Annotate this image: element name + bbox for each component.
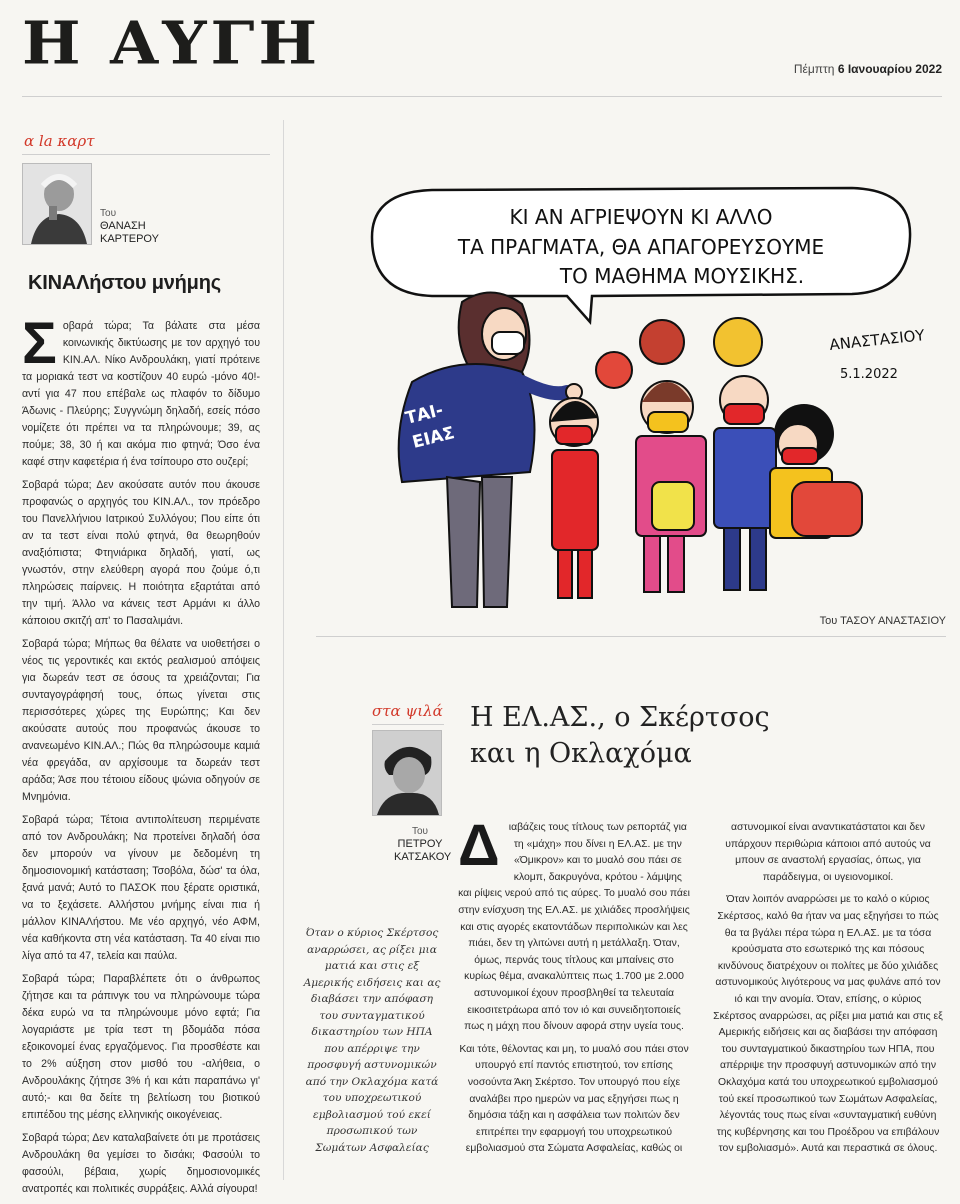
pull-quote: Όταν ο κύριος Σκέρτσος αναρρώσει, ας ρίξει μια ματιά και στις εξ Αμερικής ειδήσεις και ας διαβάσει την απόφαση του συνταγματικού δικαστηρίου των ΗΠΑ που απέρριψε την προσφυγή αστυνομικών από την Οκλαχόμα κατά του υποχρεωτικού εμβολιασμού τού εκεί προσωπικού των Σωμάτων Ασφαλείας — [303, 927, 441, 1154]
cartoon-credit-label: Του — [819, 615, 838, 627]
dateline-weekday: Πέμπτη — [793, 62, 835, 76]
cartoon-rule — [316, 636, 946, 637]
left-paragraph: Σοβαρά τώρα; Δεν καταλαβαίνετε ότι με προτάσεις Ανδρουλάκη θα γεμίσει το δισάκι; Φασούλι το φασούλι, βέβαια, χωρίς δημοσιονομικές ανατροπές και πολιτικές συρράξεις. Αλλά σίγουρα! — [22, 1132, 260, 1195]
dateline — [794, 62, 942, 76]
right-title-line-1: Η ΕΛ.ΑΣ., ο Σκέρτσος — [470, 702, 770, 733]
cartoon-drawing — [352, 182, 952, 612]
cartoon-credit-name: ΤΑΣΟΥ ΑΝΑΣΤΑΣΙΟΥ — [840, 615, 946, 627]
right-paragraph: Και τότε, θέλοντας και μη, το μυαλό σου πάει στον υπουργό επί παντός επιστητού, τον επίσης νοσούντα Άκη Σκέρτσο. Τον υπουργό που είχε αναλάβει προ ημερών να μας εξηγήσει πως η δημόσια τάξη και η ασφάλεια των πολιτών δεν επιτρέπει την εφαρμογή του υποχρεωτικού εμβολιασμού στα Σώματα Ασφαλείας, καθώς οι — [459, 1043, 689, 1155]
right-paragraph: Διαβάζεις τους τίτλους των ρεπορτάζ για τη «μάχη» που δίνει η ΕΛ.ΑΣ. με την «Όμικρον» και το μυαλό σου πάει σε κλομπ, δακρυγόνα, κρότου - λάμψης και ρίψεις νερού από τις αύρες. Το μυαλό σου πάει στην ενίσχυση της ΕΛ.ΑΣ. με χιλιάδες προσλήψεις και στις αγορές εκατοντάδων περιπολικών και λες πιάει, δεν τη γλιτώνει αυτή η μετάλλαξη. Όταν, όμως, περνάς τους τίτλους και μπαίνεις στο κυρίως θέμα, ανακαλύπτεις πως 1.700 με 2.000 αστυνομικοί έχουν προσβληθεί τα τελευταία εικοσιτετράωρα από τον ιό και συνειδητοποιείς πως η μάχη που δίνουν αφορά στην υγεία τους. — [458, 813, 690, 1033]
cartoon-credit — [820, 615, 946, 627]
author-photo-katsakou — [372, 730, 442, 816]
author-portrait-icon — [23, 164, 91, 244]
editorial-cartoon — [352, 182, 952, 637]
masthead-rule — [22, 96, 942, 97]
right-dropcap: Δ — [458, 813, 500, 878]
left-paragraph: Σοβαρά τώρα; Δεν ακούσατε αυτόν που άκουσε προφανώς ο αρχηγός του ΚΙΝ.ΑΛ., τον πρόεδρο του Πανελλήνιου Ιατρικού Συλλόγου; Που είπε ότι αν τα τεστ είναι πολύ φτηνά, θα θεωρηθούν αναξιόπιστα; Φτηνιάρικα δηλαδή, γιατί, ως γνωστόν, στην ελεύθερη αγορά που ζούμε ό,τι πληρώσεις παίρνεις. Η ποιότητα εξαρτάται από την τιμή. Άλλο να κάνεις τεστ Αρμάνι κι άλλο κάποιου σκιτζή απ' το Πασαλιμάνι. — [22, 479, 260, 627]
left-kicker-rule — [22, 154, 270, 155]
author-photo-kartero — [22, 163, 92, 245]
left-dropcap: Σ — [22, 311, 57, 376]
right-paragraph: αστυνομικοί είναι αναντικατάστατοι και δεν υπάρχουν περιθώρια κάποιοι από αυτούς να μπουν σε αναστολή εργασίας, όπως, για παράδειγμα, οι υγειονομικοί. — [725, 822, 931, 883]
right-paragraph: Όταν λοιπόν αναρρώσει με το καλό ο κύριος Σκέρτσος, καλό θα ήταν να μας εξηγήσει το πώς θα τα βγάλει πέρα τώρα η ΕΛ.ΑΣ. με τα τόσα κρούσματα στο εσωτερικό της και πόσους κινδύνους διατρέχουν οι πολίτες με δύο χιλιάδες αστυνομικούς λιγότερους να μας φυλάνε από τον ιό και την ανομία. Όταν, επίσης, ο κύριος Σκέρτσος αναρρώσει, ας ρίξει μια ματιά και στις εξ Αμερικής ειδήσεις και ας διαβάσει την απόφαση του συνταγματικού δικαστηρίου των ΗΠΑ, που απέρριψε την προσφυγή αστυνομικών από την Οκλαχόμα κατά του υποχρεωτικού εμβολιασμού τού εκεί προσωπικού των Σωμάτων Ασφαλείας, λέγοντάς τους πως είναι «συνταγματική ευθύνη της κυβέρνησης και του Προέδρου να επιβάλουν τον εμβολιασμό». Αυτά και περαστικά σε όλους. — [713, 894, 943, 1155]
masthead: Η ΑΥΓΗ — [22, 8, 322, 78]
column-divider — [283, 120, 284, 1180]
left-paragraph: Σοβαρά τώρα; Παραβλέπετε ότι ο άνθρωπος ζήτησε και τα ράπινγκ του να πληρώνουμε τώρα δέκα ευρώ να τα πληρώνουμε μόνο εφτά; Για λογαριάστε με τρία τεστ τη βδομάδα πόσα εξοικονομεί ένας εργαζόμενος. Για προσθέστε και το 2% αύξηση στον μισθό του -αλήθεια, ο Ανδρουλάκης ζήτησε 3% ή και κάτι παραπάνω γι' αυτό;- και θα δείτε τη βελτίωση του βιοτικού επιπέδου της μέσης ελληνικής οικογένειας. — [22, 973, 260, 1121]
dress-text-2: ΕΙΑΣ — [410, 423, 457, 453]
right-article-title — [470, 700, 770, 772]
speech-line-2: ΤΑ ΠΡΑΓΜΑΤΑ, ΘΑ ΑΠΑΓΟΡΕΥΣΟΥΜΕ — [457, 235, 825, 259]
cartoon-signature: ΑΝΑΣΤΑΣΙΟΥ — [828, 326, 926, 354]
left-kicker: α la καρτ — [24, 132, 95, 150]
left-author-first: ΘΑΝΑΣΗ — [100, 220, 146, 232]
dress-text-1: ΤΑΙ- — [403, 400, 446, 429]
speech-line-3: ΤΟ ΜΑΘΗΜΑ ΜΟΥΣΙΚΗΣ. — [559, 264, 805, 288]
right-title-line-2: και η Οκλαχόμα — [470, 738, 692, 769]
teacher-figure — [399, 292, 582, 607]
left-paragraph: Σοβαρά τώρα; Τα βάλατε στα μέσα κοινωνικής δικτύωσης με τον αρχηγό του ΚΙΝ.ΑΛ. Νίκο Ανδρουλάκη, γιατί πρότεινε τα μοριακά τεστ να κοστίζουν 40 ευρώ -μόνο 40!- αντί για 47 που επέβαλε ως πλαφόν το δίδυμο Άδωνις - Πλεύρης; Συγγνώμη δηλαδή, εσείς πόσο νομίζετε ότι πρέπει να τα πληρώνουμε; 39, ας πούμε; 38, 30 ή και ακόμα πιο φτηνά; Όσο ένα καφέ στην καφετέρια ή ένα τσίπουρο στο ουζερί; — [22, 311, 260, 468]
right-column-1 — [458, 813, 690, 1164]
cartoon-signature-date: 5.1.2022 — [840, 367, 898, 382]
children-group — [550, 318, 862, 598]
left-paragraph: Σοβαρά τώρα; Μήπως θα θέλατε να υιοθετήσει ο νέος τις γεροντικές και εκτός ρεαλισμού απόψεις για δωρεάν τεστ σε όσους τα χρειάζονται; Για συνταγογράφησή τους, όπως γίνεται στις περισσότερες χώρες της Ευρώπης; Και δεν ακούσατε αυτούς που προφανώς άκουσε το ανανεωμένο ΚΙΝ.ΑΛ.; Πώς θα πληρώσουμε καμιά νέα φρεγάδα, αν αρχίσουμε τα δωρεάν τεστ αράδα; Άσε που τέτοιου είδους ψώνια οδηγούν σε Μνημόνια. — [22, 638, 260, 803]
right-kicker-rule — [372, 724, 444, 725]
right-author-first: ΠΕΤΡΟΥ — [397, 838, 443, 850]
left-author-last: ΚΑΡΤΕΡΟΥ — [100, 233, 159, 245]
speech-line-1: ΚΙ ΑΝ ΑΓΡΙΕΨΟΥΝ ΚΙ ΑΛΛΟ — [509, 205, 773, 229]
right-column-2 — [712, 820, 944, 1164]
right-by-label: Του — [411, 826, 429, 837]
left-by-label: Του — [100, 208, 117, 219]
author-portrait-icon — [373, 731, 441, 815]
dateline-date: 6 Ιανουαρίου 2022 — [837, 62, 942, 76]
left-article-body — [22, 311, 260, 1204]
left-paragraph: Σοβαρά τώρα; Τέτοια αντιπολίτευση περιμένατε από τον Ανδρουλάκη; Να προτείνει δηλαδή όσα δεν μπορούν να γίνουν με δεδομένη τη δημοσιονομική κατάσταση; Τσοβόλα, δώσ' τα όλα, ξανά μανά; Αυτό το ΠΑΣΟΚ που ξέρατε οριστικά, να το ξεχάσετε. Αλλήστου μνήμης είναι πια ή μάλλον ΚΙΝΑΛήστου. Με νέο αρχηγό, νέο ΑΦΜ, νέα καθήκοντα στη νέα κατάσταση. Τα 40 είναι πιο λίγα από τα 47, τελεία και παύλα. — [22, 814, 260, 962]
right-kicker: στα ψιλά — [372, 702, 443, 720]
left-article-title: ΚΙΝΑΛήστου μνήμης — [28, 272, 221, 294]
right-author-last: ΚΑΤΣΑΚΟΥ — [394, 851, 452, 863]
